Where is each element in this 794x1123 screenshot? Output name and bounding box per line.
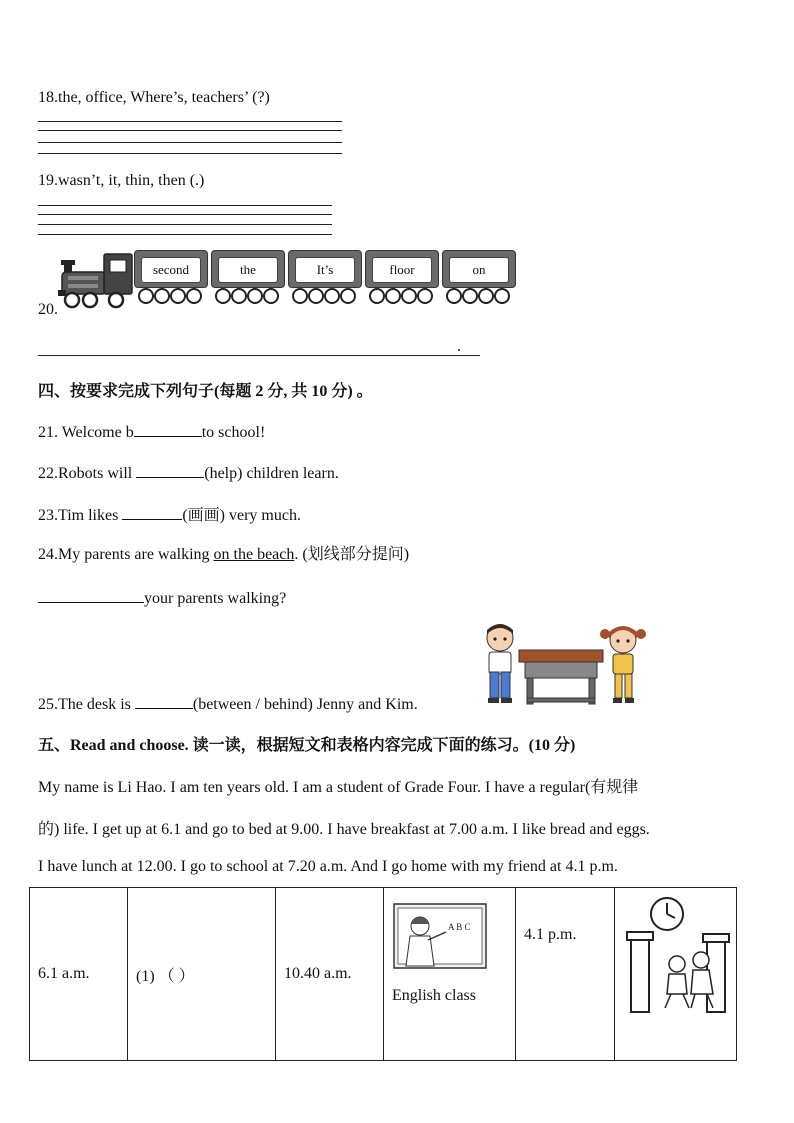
train-word: second — [141, 257, 201, 283]
train-car — [288, 250, 360, 298]
answer-line[interactable] — [38, 130, 342, 131]
question-24: 24.My parents are walking on the beach. (划线部分提问) — [38, 546, 410, 563]
question-21: 21. Welcome b to school! — [38, 421, 265, 443]
table-row — [30, 888, 737, 1061]
train-car — [365, 250, 437, 298]
answer-line[interactable] — [38, 142, 342, 143]
answer-line[interactable] — [38, 214, 332, 215]
table-cell: 6.1 a.m. — [30, 888, 128, 1061]
train-word: floor — [372, 257, 432, 283]
locomotive-icon — [58, 244, 136, 310]
table-cell: 4.1 p.m. — [516, 888, 615, 1061]
question-25: 25.The desk is (between / behind) Jenny and Kim. — [38, 693, 418, 715]
answer-line[interactable] — [38, 355, 480, 356]
passage-line: My name is Li Hao. I am ten years old. I am a student of Grade Four. I have a regular(有规律 — [38, 779, 639, 796]
train-car — [442, 250, 514, 298]
passage-line: I have lunch at 12.00. I go to school at 7.20 a.m. And I go home with my friend at 4.1 p.m. — [38, 858, 618, 875]
answer-line[interactable] — [38, 234, 332, 235]
train-word: the — [218, 257, 278, 283]
boy-desk-girl-illustration — [475, 622, 650, 710]
question-18: 18.the, office, Where’s, teachers’ (?) — [38, 89, 270, 106]
section-5-heading: 五、Read and choose. 读一读，根据短文和表格内容完成下面的练习。(10 分) — [38, 737, 576, 754]
end-mark: . — [457, 338, 461, 355]
train-word: on — [449, 257, 509, 283]
blank[interactable] — [122, 504, 182, 520]
question-24-line2: your parents walking? — [38, 587, 286, 609]
section-4-heading: 四、按要求完成下列句子(每题 2 分, 共 10 分) 。 — [38, 383, 373, 400]
train-car — [134, 250, 206, 298]
question-20-number: 20. — [38, 301, 58, 318]
board-letters: A B C — [448, 922, 471, 932]
train-word: It’s — [295, 257, 355, 283]
english-class-caption: English class — [392, 987, 476, 1004]
passage-line: 的) life. I get up at 6.1 and go to bed at 9.00. I have breakfast at 7.00 a.m. I like bread and eggs. — [38, 821, 650, 838]
question-23: 23.Tim likes (画画) very much. — [38, 504, 301, 526]
answer-line[interactable] — [38, 153, 342, 154]
blank[interactable] — [38, 587, 144, 603]
table-cell-answer[interactable]: (1) （ ） — [128, 888, 276, 1061]
train-car — [211, 250, 283, 298]
schedule-table — [29, 887, 737, 1061]
table-cell: 10.40 a.m. — [276, 888, 384, 1061]
answer-line[interactable] — [38, 121, 342, 122]
blank[interactable] — [134, 421, 202, 437]
question-19: 19.wasn’t, it, thin, then (.) — [38, 172, 205, 189]
blank[interactable] — [135, 693, 193, 709]
answer-line[interactable] — [38, 224, 332, 225]
table-cell-english-class — [384, 888, 516, 1061]
question-22: 22.Robots will (help) children learn. — [38, 462, 339, 484]
going-home-illustration — [625, 894, 737, 1018]
table-cell-going-home — [615, 888, 737, 1061]
answer-line[interactable] — [38, 205, 332, 206]
blank[interactable] — [136, 462, 204, 478]
teacher-blackboard-icon — [392, 900, 488, 972]
underlined-phrase: on the beach — [213, 546, 295, 563]
